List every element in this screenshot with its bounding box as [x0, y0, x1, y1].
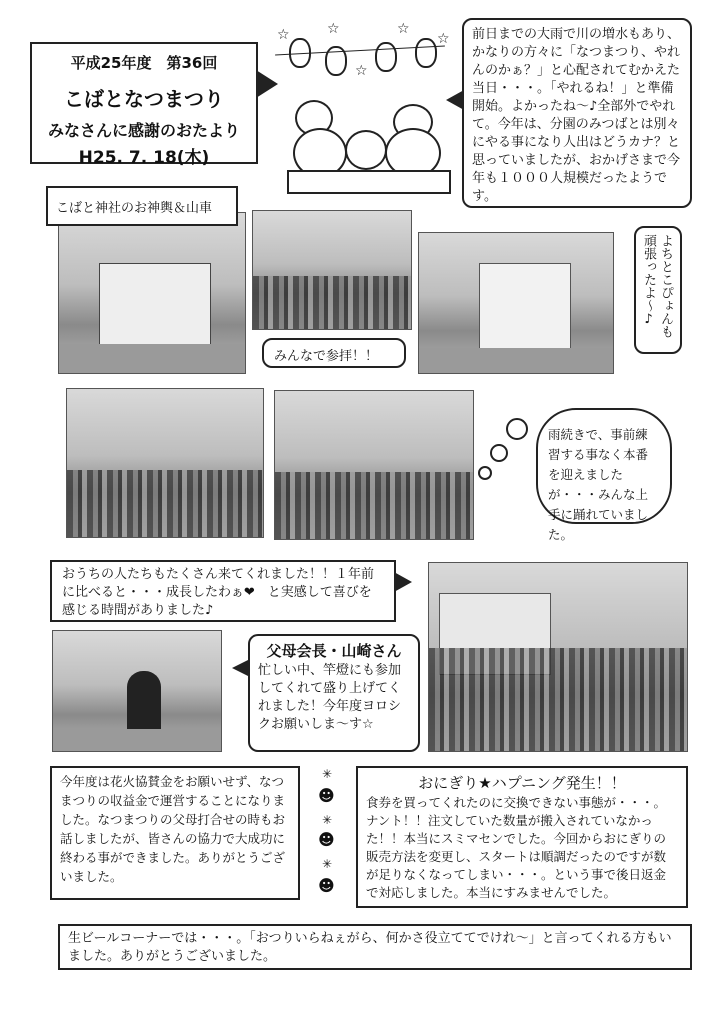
caption-worship: みんなで参拝！！ — [262, 338, 406, 368]
header-title-box — [30, 42, 258, 168]
beer-box: 生ビールコーナーでは・・・。「おつりいらねぇがら、何かさ役立ててでけれ〜」と言ってくれる方もいました。ありがとうございました。 — [58, 924, 692, 970]
intro-bubble — [462, 18, 692, 208]
intro-bubble-tail — [446, 90, 464, 110]
star-icon: ☆ — [355, 63, 368, 79]
intro-text: 前日までの大雨で川の増水もあり、かなりの方々に「なつまつり、やれんのかぁ？」と心配されてむかえた当日・・・。「やれるね！」と準備開始。よかったね〜♪全部外でやれて。今年は、分園のみつばとは別々にやる事になり人出はどうカナ？と思っていましたが、おかげさまで今年も１０００人規模だったようです。 — [472, 27, 681, 204]
mascot-icon: ☻ — [318, 876, 335, 895]
caption-yochitoko: よちとこぴょんも頑張ったよ〜♪ — [634, 226, 682, 354]
bench-icon — [287, 170, 451, 194]
star-icon: ☆ — [397, 21, 410, 37]
chair-bubble-tail — [232, 660, 248, 676]
sparkle-icon: ✳ — [322, 767, 333, 781]
onigiri-body: 食券を買ってくれたのに交換できない事態が・・・。ナント！！注文していた数量が搬入されていなかった！！本当にスミマセンでした。今回からおにぎりの販売方法を変更し、スタートは順調だったのですが数が足りなくなってしまい・・・。という事で後日返金で対応しました。本当にすみませんでした。 — [366, 795, 667, 900]
thought-dot — [506, 418, 528, 440]
rain-cloud-bubble: 雨続きで、事前練習する事なく本番を迎えましたが・・・みんな上手に踊れていました。 — [536, 408, 672, 524]
photo-shrine-float — [58, 212, 246, 374]
thanks-line: みなさんに感謝のおたより — [47, 121, 240, 140]
photo-dance-1 — [66, 388, 264, 538]
onigiri-title: おにぎり★ハプニング発生！！ — [418, 774, 626, 792]
festival-illustration — [265, 20, 455, 195]
photo-yochitoko — [418, 232, 614, 374]
thought-dot — [478, 466, 492, 480]
mascot-column — [312, 768, 342, 908]
rabbit-character-icon — [345, 130, 387, 170]
event-date: H25. 7. 18(木) — [78, 148, 210, 168]
family-bubble-tail — [394, 572, 412, 592]
sparkle-icon: ✳ — [322, 813, 333, 827]
photo-dance-2 — [274, 390, 474, 540]
photo-worship — [252, 210, 412, 330]
chair-title: 父母会長・山崎さん — [266, 642, 402, 660]
star-icon: ☆ — [277, 27, 290, 43]
mascot-icon: ☻ — [318, 830, 335, 849]
fireworks-box: 今年度は花火協賛金をお願いせず、なつまつりの収益金で運営することになりました。なつまつりの父母打合せの時もお話しましたが、皆さんの協力で大成功に終わる事ができました。ありがとうございました。 — [50, 766, 300, 900]
chair-body: 忙しい中、竿燈にも参加してくれて盛り上げてくれました！今年度ヨロシクお願いしま〜す☆ — [258, 663, 402, 732]
star-icon: ☆ — [327, 21, 340, 37]
year-edition: 平成25年度 第36回 — [70, 54, 218, 72]
sparkle-icon: ✳ — [322, 857, 333, 871]
thought-dot — [490, 444, 508, 462]
lantern-icon — [415, 38, 437, 68]
event-name: こばとなつまつり — [64, 87, 224, 111]
caption-shrine: こばと神社のお神輿＆山車 — [46, 186, 238, 226]
photo-chairperson — [52, 630, 222, 752]
onigiri-box — [356, 766, 688, 908]
photo-audience — [428, 562, 688, 752]
lantern-icon — [375, 42, 397, 72]
chairperson-bubble — [248, 634, 420, 752]
star-icon: ☆ — [437, 31, 450, 47]
mascot-icon: ☻ — [318, 786, 335, 805]
family-bubble: おうちの人たちもたくさん来てくれました！！１年前に比べると・・・成長したわぁ❤ と実感して喜びを感じる時間がありました♪ — [50, 560, 396, 622]
